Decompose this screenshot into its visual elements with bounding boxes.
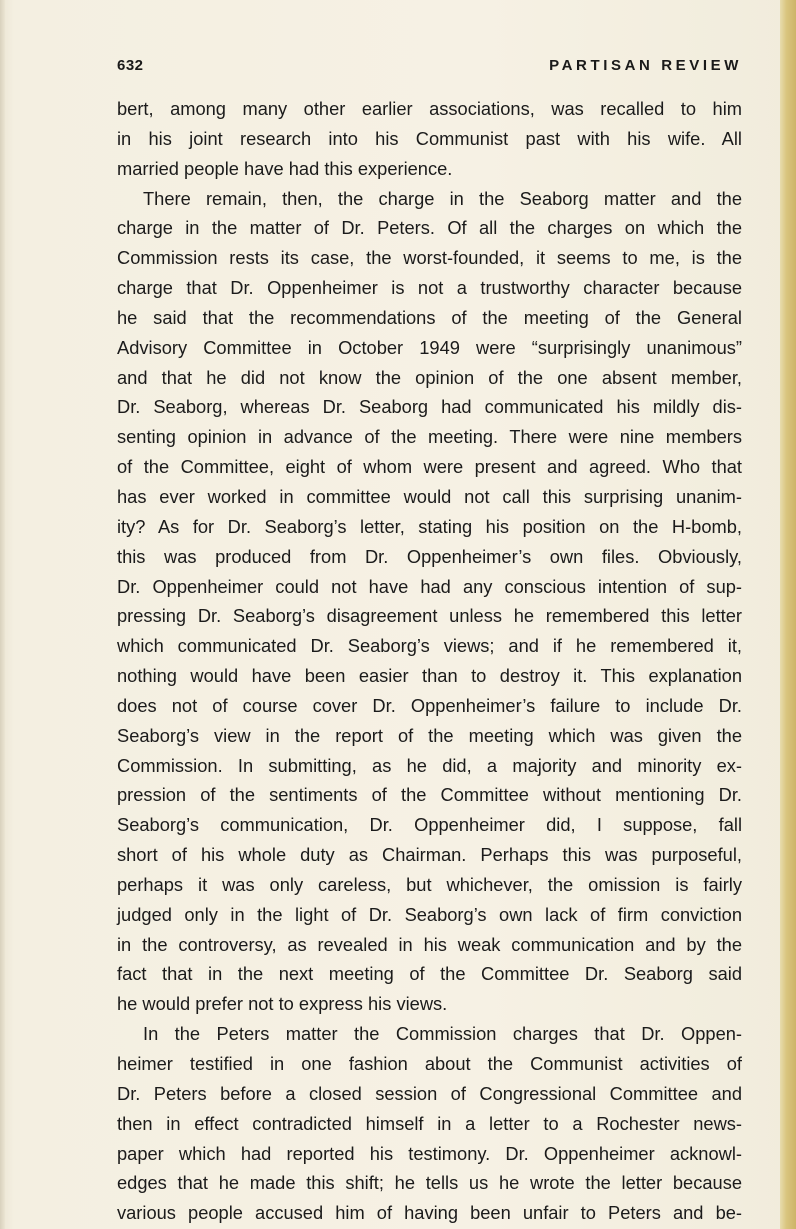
text-line: senting opinion in advance of the meeting. There were nine members (117, 426, 742, 448)
text-line: and that he did not know the opinion of the one absent member, (117, 366, 742, 388)
text-line: pressing Dr. Seaborg’s disagreement unless he remembered this letter (117, 605, 742, 627)
page-number: 632 (117, 57, 144, 74)
text-line: then in effect contradicted himself in a letter to a Rochester news- (117, 1112, 742, 1134)
text-line: Commission. In submitting, as he did, a majority and minority ex- (117, 754, 742, 776)
text-line: Advisory Committee in October 1949 were “surprisingly unanimous” (117, 336, 742, 358)
text-line: edges that he made this shift; he tells us he wrote the letter because (117, 1172, 742, 1194)
text-line: of the Committee, eight of whom were present and agreed. Who that (117, 456, 742, 478)
text-line: married people have had this experience. (117, 157, 453, 179)
text-line: Dr. Seaborg, whereas Dr. Seaborg had communicated his mildly dis- (117, 396, 742, 418)
text-line: in his joint research into his Communist past with his wife. All (117, 127, 742, 149)
text-line: this was produced from Dr. Oppenheimer’s own files. Obviously, (117, 545, 742, 567)
text-line: various people accused him of having been unfair to Peters and be- (117, 1202, 742, 1224)
page-edge-strip (780, 0, 796, 1229)
text-line: paper which had reported his testimony. Dr. Oppenheimer acknowl- (117, 1142, 742, 1164)
text-line: does not of course cover Dr. Oppenheimer’s failure to include Dr. (117, 694, 742, 716)
binding-edge (0, 0, 5, 1229)
text-line: Seaborg’s view in the report of the meeting which was given the (117, 724, 742, 746)
text-line: fact that in the next meeting of the Committee Dr. Seaborg said (117, 963, 742, 985)
text-line: judged only in the light of Dr. Seaborg’s own lack of firm conviction (117, 903, 742, 925)
text-line: he would prefer not to express his views. (117, 993, 448, 1015)
text-line: There remain, then, the charge in the Seaborg matter and the (143, 187, 742, 209)
text-line: charge in the matter of Dr. Peters. Of all the charges on which the (117, 217, 742, 239)
text-line: perhaps it was only careless, but whichever, the omission is fairly (117, 873, 742, 895)
text-line: Commission rests its case, the worst-founded, it seems to me, is the (117, 247, 742, 269)
running-head: PARTISAN REVIEW (549, 57, 742, 74)
text-line: Dr. Oppenheimer could not have had any conscious intention of sup- (117, 575, 742, 597)
text-line: ity? As for Dr. Seaborg’s letter, stating his position on the H-bomb, (117, 515, 742, 537)
text-line: in the controversy, as revealed in his weak communication and by the (117, 933, 742, 955)
text-line: bert, among many other earlier associations, was recalled to him (117, 98, 742, 119)
text-line: heimer testified in one fashion about the Communist activities of (117, 1053, 742, 1074)
page-header (117, 57, 742, 83)
text-line: In the Peters matter the Commission charges that Dr. Oppen- (143, 1023, 742, 1045)
text-line: which communicated Dr. Seaborg’s views; and if he remembered it, (117, 635, 742, 657)
text-line: Seaborg’s communication, Dr. Oppenheimer did, I suppose, fall (117, 814, 742, 836)
text-line: pression of the sentiments of the Committee without mentioning Dr. (117, 784, 742, 806)
body-text (117, 94, 742, 1228)
text-line: has ever worked in committee would not call this surprising unanim- (117, 485, 742, 507)
text-line: he said that the recommendations of the meeting of the General (117, 306, 742, 328)
text-line: short of his whole duty as Chairman. Perhaps this was purposeful, (117, 844, 742, 866)
text-line: Dr. Peters before a closed session of Congressional Committee and (117, 1082, 742, 1104)
text-line: nothing would have been easier than to destroy it. This explanation (117, 665, 742, 687)
text-line: charge that Dr. Oppenheimer is not a trustworthy character because (117, 277, 742, 299)
